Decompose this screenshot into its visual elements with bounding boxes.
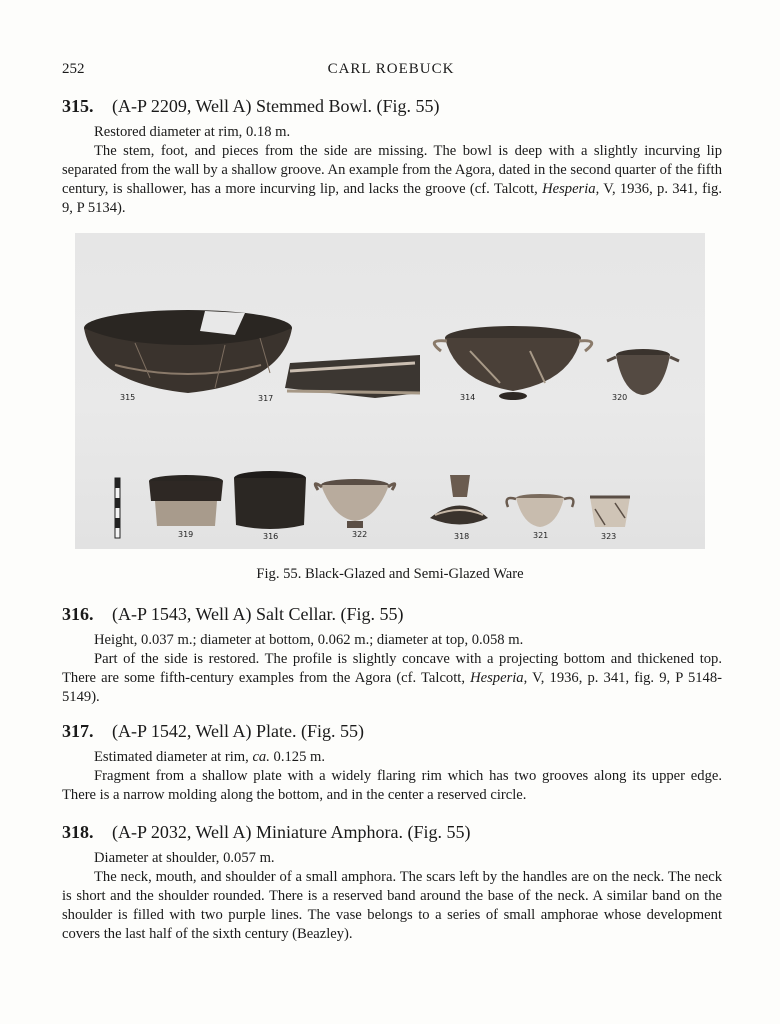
scale-bar bbox=[115, 478, 120, 538]
entry-ref: (A-P 2209, Well A) bbox=[112, 96, 252, 116]
vessel-314 bbox=[434, 326, 591, 400]
running-title: CARL ROEBUCK bbox=[327, 61, 455, 77]
object-label: 323 bbox=[601, 532, 617, 541]
vessel-319 bbox=[149, 475, 223, 526]
entry-heading bbox=[62, 96, 722, 117]
entry-number: 315. bbox=[62, 96, 94, 116]
entry-fig-ref: (Fig. 55) bbox=[407, 822, 471, 842]
object-label: 321 bbox=[533, 531, 549, 540]
vessel-323 bbox=[590, 497, 630, 527]
vessel-316 bbox=[234, 471, 306, 529]
object-label: 320 bbox=[612, 393, 628, 402]
entry-title: Stemmed Bowl. bbox=[256, 96, 373, 116]
entry-description: The stem, foot, and pieces from the side are missing. The bowl is deep with a slightly incurving lip separated from the wall by a shallow groove. An example from the Agora, dated in the second quarter of the fifth century, is shallower, has a more incurving lip, and lacks the groove (cf. Talcott, Hesperia, V, 1936, p. 341, fig. 9, P 5134). bbox=[62, 143, 722, 216]
entry-number: 316. bbox=[62, 604, 94, 624]
figure-caption: Fig. 55. Black-Glazed and Semi-Glazed Ware bbox=[256, 566, 524, 582]
object-label: 314 bbox=[460, 393, 476, 402]
entry-title: Salt Cellar. bbox=[256, 604, 337, 624]
object-label: 317 bbox=[258, 394, 274, 403]
entry-318 bbox=[62, 822, 722, 944]
object-label: 315 bbox=[120, 393, 136, 402]
entry-fig-ref: (Fig. 55) bbox=[340, 604, 404, 624]
entry-number: 318. bbox=[62, 822, 94, 842]
object-label: 316 bbox=[263, 532, 279, 541]
entry-315 bbox=[62, 96, 722, 218]
entry-ref: (A-P 2032, Well A) bbox=[112, 822, 252, 842]
entry-heading bbox=[62, 604, 722, 625]
entry-fig-ref: (Fig. 55) bbox=[301, 721, 365, 741]
figure-photograph bbox=[75, 233, 705, 549]
object-label: 322 bbox=[352, 530, 368, 539]
entry-dimension: Restored diameter at rim, 0.18 m. bbox=[94, 124, 291, 140]
entry-title: Plate. bbox=[256, 721, 297, 741]
vessel-318 bbox=[430, 475, 488, 525]
entry-fig-ref: (Fig. 55) bbox=[376, 96, 440, 116]
entry-heading bbox=[62, 822, 722, 843]
entry-description: Part of the side is restored. The profile is slightly concave with a projecting bottom and thickened top. There are some fifth-century examples from the Agora (cf. Talcott, Hesperia, V, 1936, p. 341, fig. 9, P 5148-5149). bbox=[62, 651, 722, 705]
entry-heading bbox=[62, 721, 722, 742]
vessel-315 bbox=[84, 310, 292, 393]
entry-ref: (A-P 1543, Well A) bbox=[112, 604, 252, 624]
entry-number: 317. bbox=[62, 721, 94, 741]
entry-dimension: Height, 0.037 m.; diameter at bottom, 0.062 m.; diameter at top, 0.058 m. bbox=[94, 632, 524, 648]
entry-316 bbox=[62, 604, 722, 707]
vessel-322 bbox=[315, 479, 394, 528]
entry-dimension: Estimated diameter at rim, ca. 0.125 m. bbox=[94, 749, 326, 765]
entry-dimension: Diameter at shoulder, 0.057 m. bbox=[94, 850, 275, 866]
page-number: 252 bbox=[62, 61, 85, 77]
entry-317 bbox=[62, 721, 722, 805]
entry-description: Fragment from a shallow plate with a widely flaring rim which has two grooves along its upper edge. There is a narrow molding along the bottom, and in the center a reserved circle. bbox=[62, 768, 722, 803]
vessel-317 bbox=[285, 355, 420, 398]
vessel-321 bbox=[507, 494, 574, 527]
object-label: 318 bbox=[454, 532, 470, 541]
entry-ref: (A-P 1542, Well A) bbox=[112, 721, 252, 741]
object-label: 319 bbox=[178, 530, 194, 539]
vessel-320 bbox=[607, 349, 679, 395]
entry-description: The neck, mouth, and shoulder of a small amphora. The scars left by the handles are on the neck. The neck is short and the shoulder rounded. There is a reserved band around the base of the neck. A similar band on the shoulder is filled with two purple lines. The vase belongs to a series of small amphorae whose development covers the last half of the sixth century (Beazley). bbox=[62, 869, 722, 942]
entry-title: Miniature Amphora. bbox=[256, 822, 404, 842]
